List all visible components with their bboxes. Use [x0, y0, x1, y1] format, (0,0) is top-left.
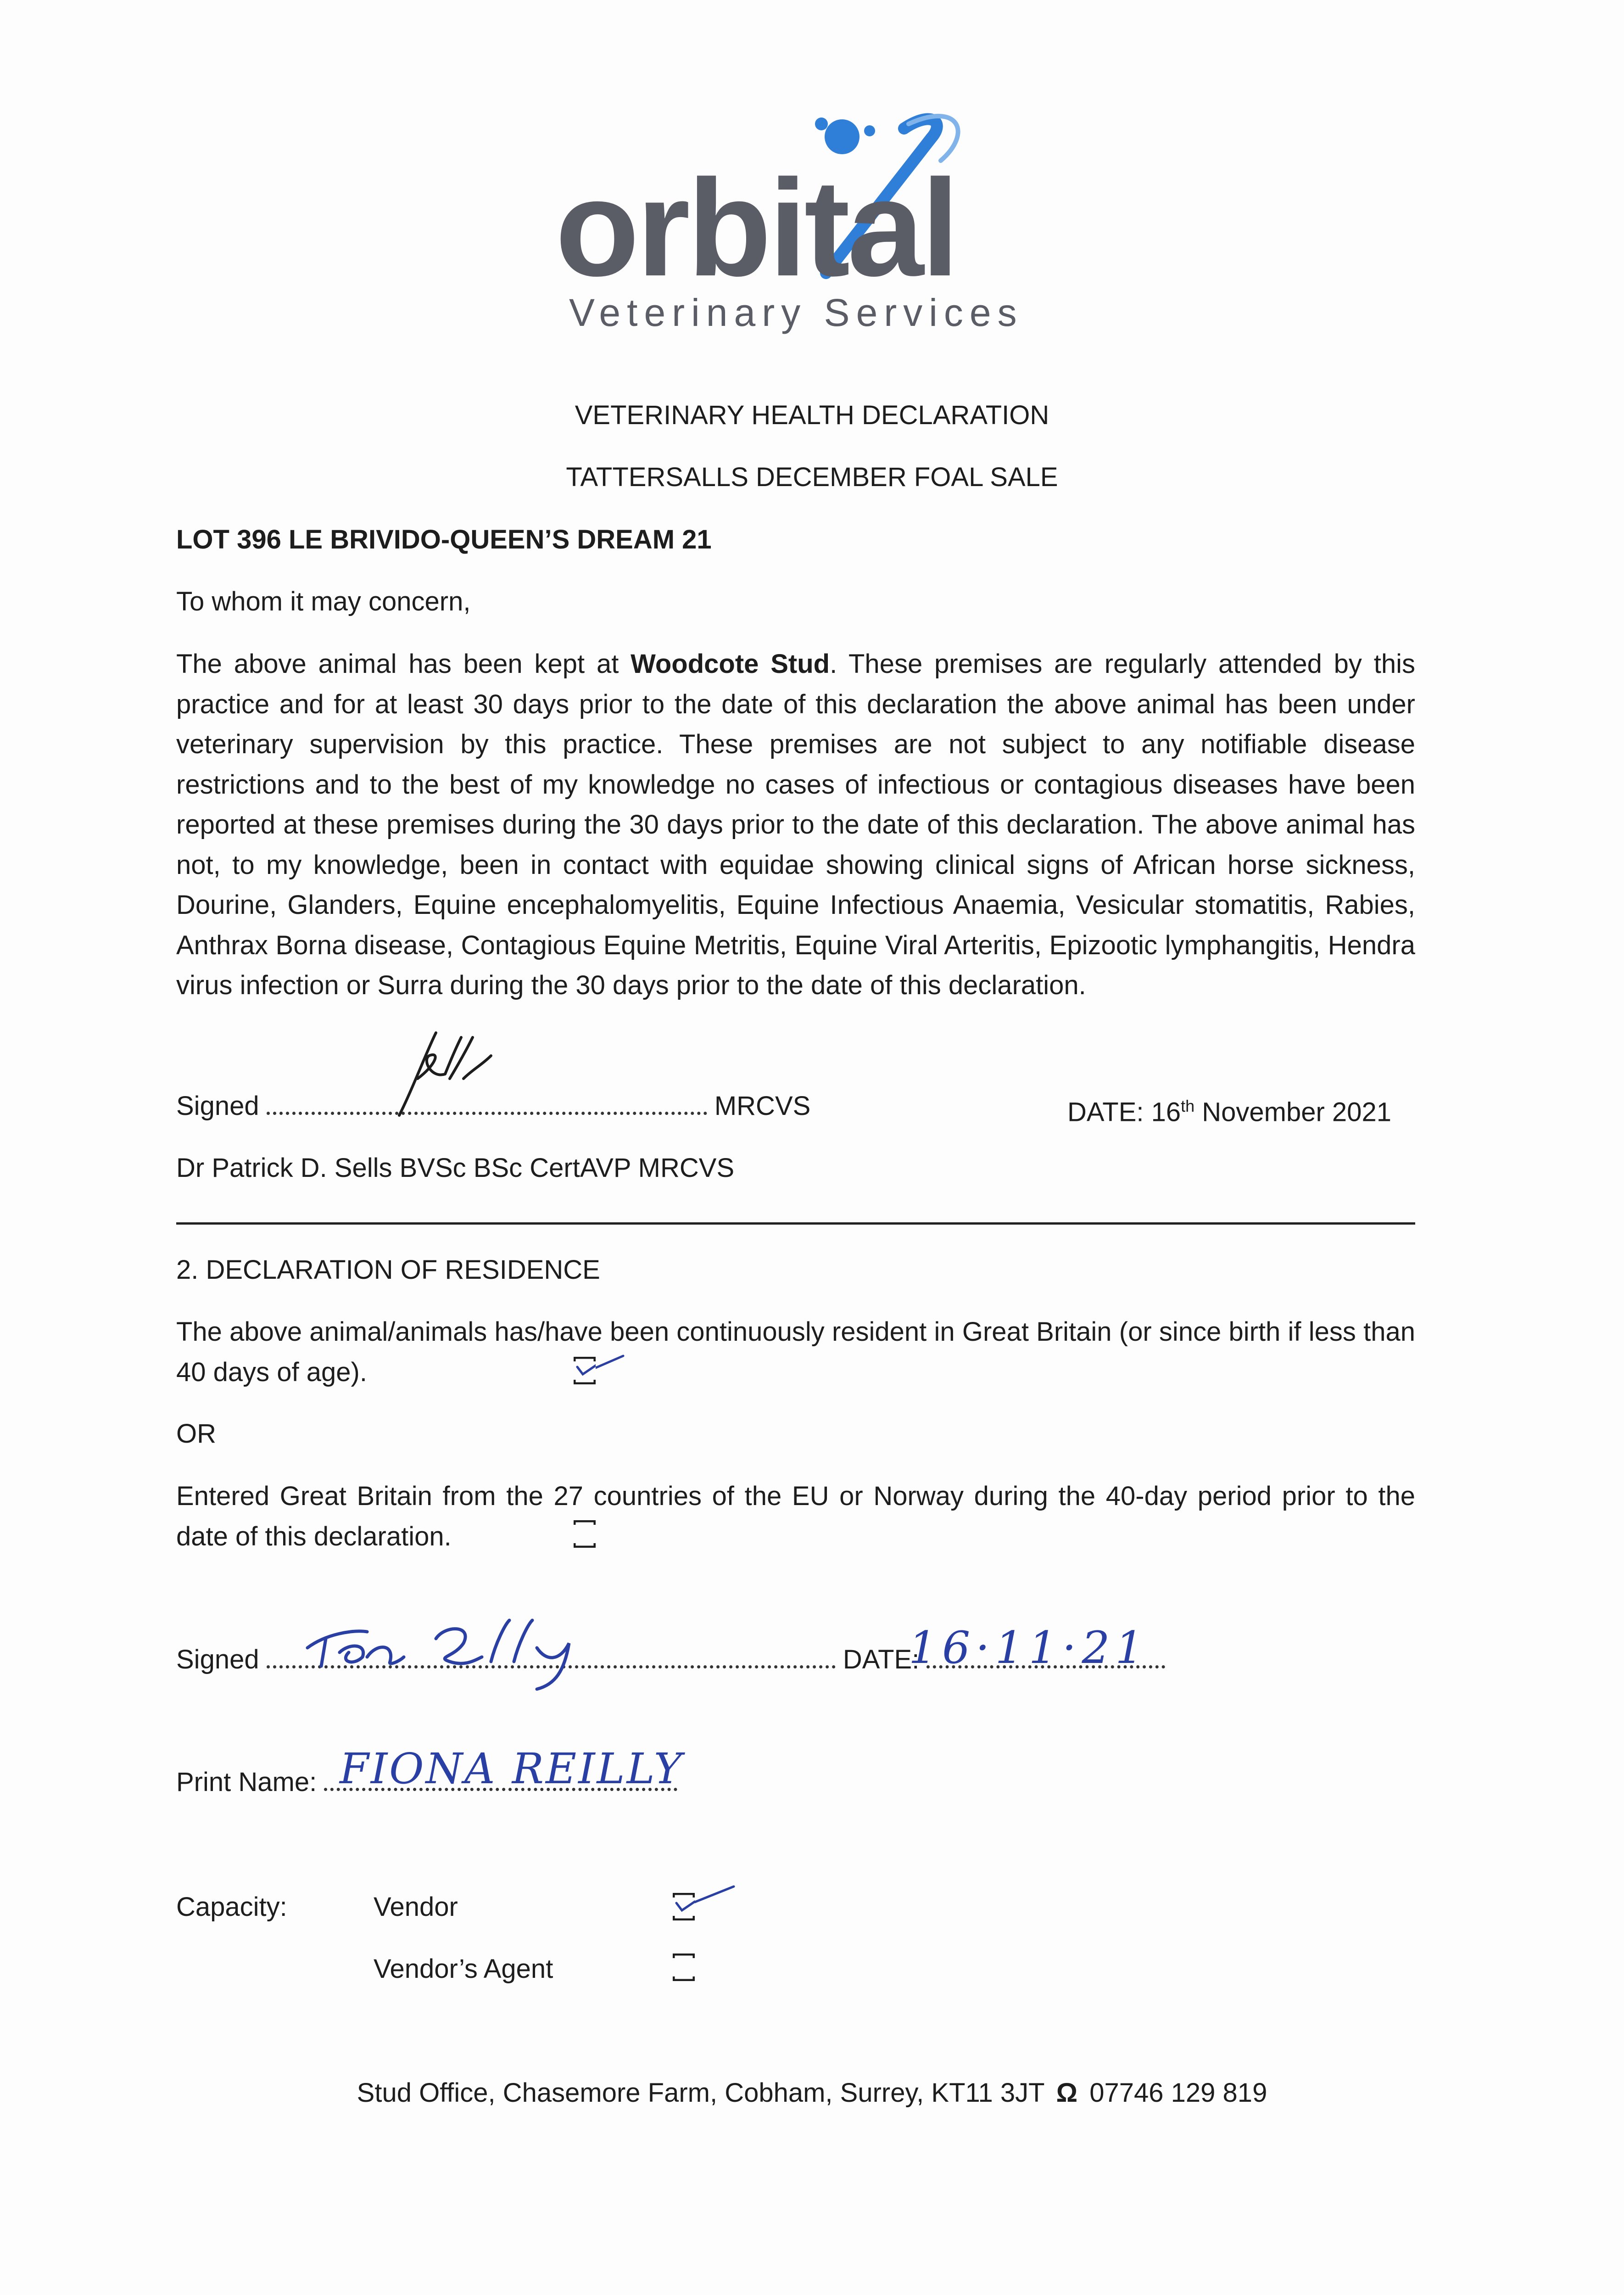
residence-option-1-check-tail	[596, 1354, 628, 1372]
vet-handwritten-signature	[385, 1024, 505, 1129]
logo-wordmark: orbital	[555, 151, 957, 305]
vet-date-label: DATE: 16	[1067, 1097, 1181, 1127]
mrcvs-suffix: MRCVS	[714, 1091, 811, 1121]
footer-phone: 07746 129 819	[1089, 2078, 1267, 2108]
vet-date-rest: November 2021	[1194, 1097, 1391, 1127]
vendor-date-value: 16·11·21	[909, 1622, 1149, 1674]
paragraph-body: . These premises are regularly attended by this practice and for at least 30 days prior to the date of this declaration the above animal has been under veterinary supervision by this practice. These premises are not subject to any notifiable disease restrictions and to the best of my knowledge no cases of infectious or contagious diseases have been reported at these premises during the 30 days prior to the date of this declaration. The above animal has not, to my knowledge, been in contact with equidae showing clinical signs of African horse sickness, Dourine, Glanders, Equine encephalomyelitis, Equine Infectious Anaemia, Vesicular stomatitis, Rabies, Anthrax Borna disease, Contagious Equine Metritis, Equine Viral Arteritis, Epizootic lymphangitis, Hendra virus infection or Surra during the 30 days prior to the date of this declaration.	[176, 649, 1416, 1000]
agent-checkbox[interactable]	[673, 1954, 695, 1981]
vendor-option-label: Vendor	[374, 1892, 458, 1922]
greeting: To whom it may concern,	[176, 587, 471, 616]
print-name-value: FIONA REILLY	[340, 1744, 684, 1793]
vendor-handwritten-signature	[298, 1611, 629, 1694]
section-divider	[176, 1222, 1415, 1225]
logo-tagline: Veterinary Services	[569, 291, 1023, 334]
agent-option-label: Vendor’s Agent	[374, 1954, 553, 1984]
vet-date	[1067, 1086, 1391, 1132]
print-name-label: Print Name:	[176, 1767, 317, 1797]
declaration-paragraph	[176, 644, 1415, 1006]
or-separator: OR	[176, 1419, 216, 1449]
phone-icon: Ω	[1056, 2078, 1078, 2108]
footer-address: Stud Office, Chasemore Farm, Cobham, Surrey, KT11 3JT	[357, 2078, 1044, 2108]
residence-option-1: The above animal/animals has/have been continuously resident in Great Britain (or since birth if less than 40 days of age).	[176, 1317, 1415, 1387]
footer-address-line	[0, 2077, 1624, 2108]
orbital-logo	[546, 106, 1069, 344]
orbital-logo-graphic	[546, 106, 1069, 344]
vendor-checkbox[interactable]	[673, 1893, 695, 1920]
residence-option-2: Entered Great Britain from the 27 countries of the EU or Norway during the 40-day period prior to the date of this declaration.	[176, 1481, 1415, 1551]
vendor-signed-label: Signed	[176, 1645, 259, 1674]
paragraph-intro: The above animal has been kept at	[176, 649, 631, 679]
vet-signed-label: Signed	[176, 1091, 259, 1121]
lot-heading: LOT 396 LE BRIVIDO-QUEEN’S DREAM 21	[176, 525, 712, 554]
residence-heading: 2. DECLARATION OF RESIDENCE	[176, 1255, 600, 1285]
vet-date-suffix: th	[1181, 1097, 1195, 1115]
premises-name: Woodcote Stud	[631, 649, 830, 679]
capacity-label: Capacity:	[176, 1892, 287, 1922]
document-title: VETERINARY HEALTH DECLARATION	[575, 400, 1049, 430]
vendor-check-tail	[695, 1884, 736, 1907]
residence-option-2-checkbox[interactable]	[574, 1520, 596, 1548]
vet-name: Dr Patrick D. Sells BVSc BSc CertAVP MRCVS	[176, 1153, 735, 1183]
sale-title: TATTERSALLS DECEMBER FOAL SALE	[566, 462, 1058, 492]
residence-option-1-checkbox[interactable]	[574, 1357, 596, 1384]
vendor-date-label: DATE:	[843, 1645, 920, 1674]
